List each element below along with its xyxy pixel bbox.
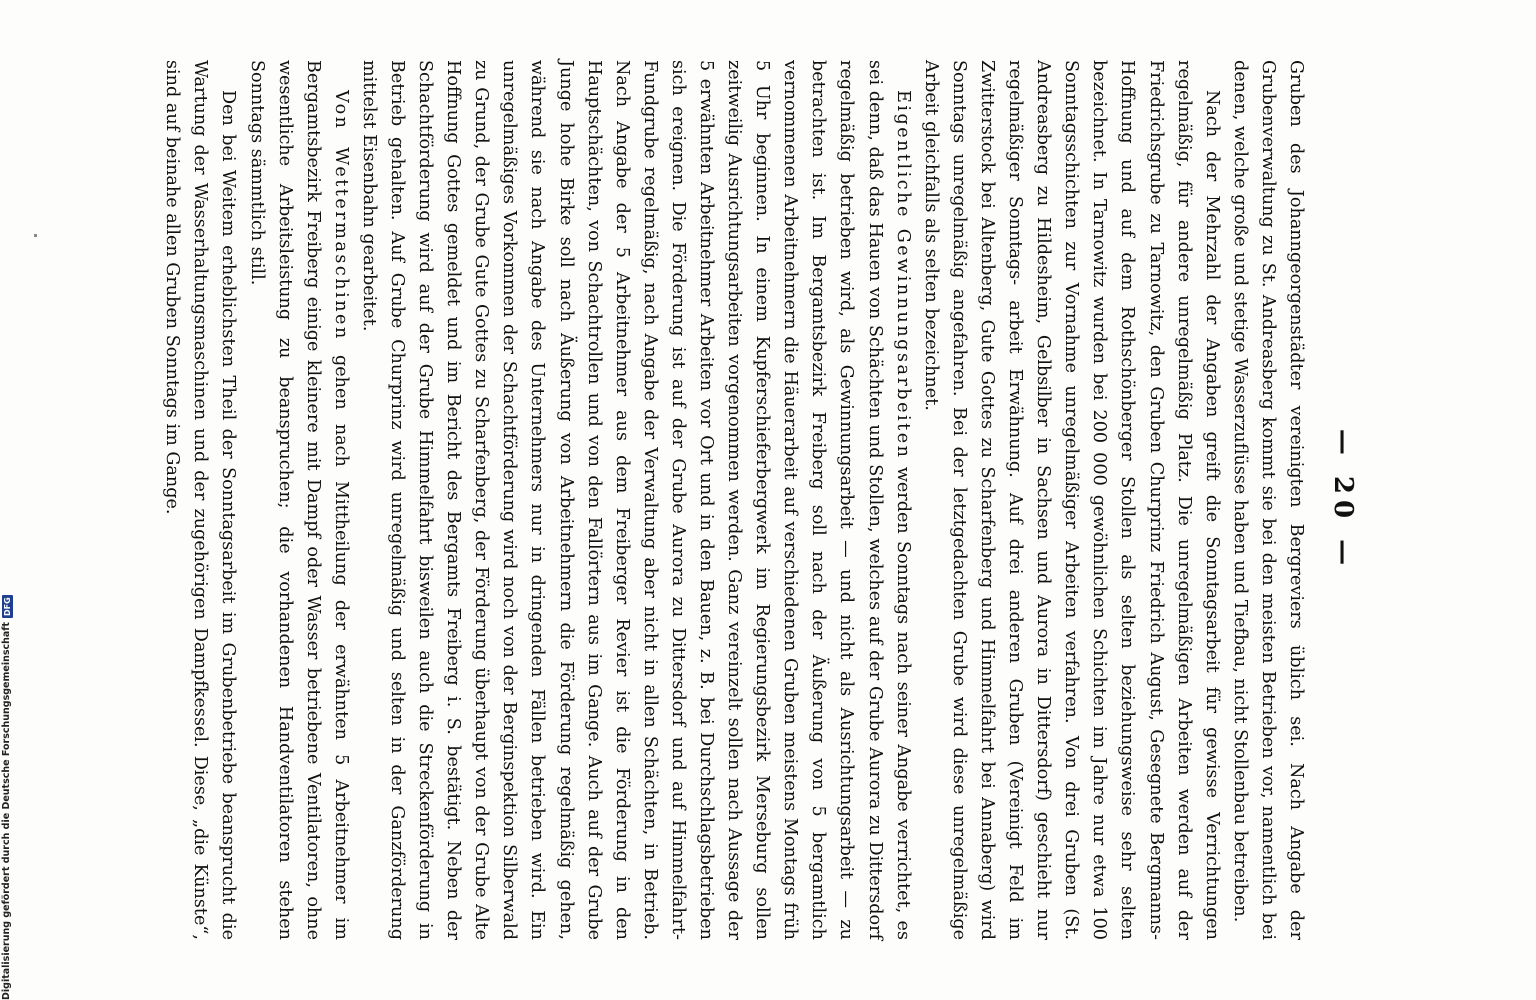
paragraph-5 — [158, 60, 242, 940]
paragraph-3-text: werden Sonntags nach seiner Angabe verrichtet, es sei denn, daß das Hauen von Schächten und Stollen, welches auf der Grube Aurora zu Dittersdorf regelmäßig betrieben wird, als Gewinnungsarbeit — und nicht als Ausrichtungsarbeit — zu betrachten ist. Im Bergamtsbezirk Freiberg soll nach der Äußerung von 5 bergamtlich vernommenen Arbeitnehmern die Häuerarbeit auf verschiedenen Gruben meistens Montags früh 5 Uhr beginnen. In einem Kupferschieferbergwerk im Regierungsbezirk Merseburg sollen zeitweilig Ausrichtungsarbeiten vorgenommen werden. Ganz vereinzelt sollen nach Aussage der 5 erwähnten Arbeitnehmer Arbeiten vor Ort und in den Bauen, z. B. bei Durchschlagsbetrieben sich ereignen. Die Förderung ist auf der Grube Aurora zu Dittersdorf und auf Himmelfahrt-Fundgrube regelmäßig, nach Angabe der Verwaltung aber nicht in allen Schächten, in Betrieb. Nach Angabe der 5 Arbeitnehmer aus dem Freiberger Revier ist die Förderung in den Hauptschächten, von Schachtrollen und von den Fallörtern aus im Gange. Auch auf der Grube Junge hohe Birke soll nach Äußerung von Arbeitnehmern die Förderung regelmäßig gehen, während sie nach Angabe des Unternehmers nur in dringenden Fällen betrieben wird. Ein unregelmäßiges Vorkommen der Schachtförderung wird noch von der Berginspektion Silberwald zu Grund, der Grube Gute Gottes zu Scharfenberg, der Förderung überhaupt von der Grube Alte Hoffnung Gottes gemeldet und im Bericht des Bergamts Freiberg i. S. bestätigt. Neben der Schachtförderung wird auf der Grube Himmelfahrt bisweilen auch die Streckenförderung in Betrieb gehalten. Auf Grube Churprinz wird unregelmäßig und selten in der Ganzförderung mittelst Eisenbahn gearbeitet. — [358, 60, 913, 940]
paragraph-1-text: Gruben des Johanngeorgenstädter vereinigten Bergreviers üblich sei. Nach Angabe der Grubenverwaltung zu St. Andreasberg kommt sie bei den meisten Betrieben vor, namentlich bei denen, welche große und stetige Wasserzuflüsse haben und Tiefbau, nicht Stollenbau betreiben. — [1229, 60, 1306, 940]
paragraph-3-spaced: Eigentliche Gewinnungsarbeiten — [892, 90, 913, 460]
dfg-logo: DFG — [2, 597, 12, 617]
paragraph-2 — [917, 60, 1226, 940]
paragraph-4 — [242, 60, 354, 940]
body-text — [158, 60, 1310, 940]
paragraph-4-spaced: Von Wettermaschinen — [330, 90, 351, 341]
digitization-footer — [0, 40, 14, 1000]
paragraph-4-text: gehen nach Mittheilung der erwähnten 5 Arbeitnehmer im Bergamtsbezirk Freiberg einige kleinere mit Dampf oder Wasser betriebene Ventilatoren, ohne wesentliche Arbeitsleistung zu beanspruchen; die vorhandenen Handventilatoren stehen Sonntags sämmtlich still. — [246, 60, 351, 940]
footer-text-row — [0, 40, 14, 1000]
page-number: — 20 — — [1328, 428, 1358, 572]
paragraph-5-text: Den bei Weitem erheblichsten Theil der Sonntagsarbeit im Grubenbetriebe beansprucht die Wartung der Wasserhaltungsmaschinen und der zugehörigen Dampfkessel. Diese, „die Künste“, sind auf beinahe allen Gruben Sonntags im Gange. — [162, 60, 239, 940]
paragraph-2-text: Nach der Mehrzahl der Angaben greift die Sonntagsarbeit für gewisse Verrichtungen regelmäßig, für andere unregelmäßig Platz. Die unregelmäßigen Arbeiten werden auf der Friedrichsgrube zu Tarnowitz, den Gruben Churprinz Friedrich August, Gesegnete Bergmanns-Hoffnung und auf dem Rothschönberger Stollen als selten beziehungsweise sehr selten bezeichnet. In Tarnowitz wurden bei 200 000 gewöhnlichen Schichten im Jahre nur etwa 100 Sonntagsschichten zur Vornahme unregelmäßiger Arbeiten verfahren. Von drei Gruben (St. Andreasberg zu Hildesheim, Gelbsilber in Sachsen und Aurora in Dittersdorf) geschieht nur regelmäßiger Sonntags- arbeit Erwähnung. Auf drei anderen Gruben (Vereinigt Feld im Zwitterstock bei Altenberg, Gute Gottes zu Scharfenberg und Himmelfahrt bei Annaberg) wird Sonntags unregelmäßig angefahren. Bei der letztgedachten Grube wird diese unregelmäßige Arbeit gleichfalls als selten bezeichnet. — [920, 60, 1222, 940]
paragraph-3 — [355, 60, 917, 940]
paragraph-1 — [1226, 60, 1310, 940]
scan-speck — [34, 234, 37, 237]
rotated-page-content — [162, 50, 1358, 950]
footer-credit: Digitalisierung gefördert durch die Deutsche Forschungsgemeinschaft — [1, 622, 12, 1000]
